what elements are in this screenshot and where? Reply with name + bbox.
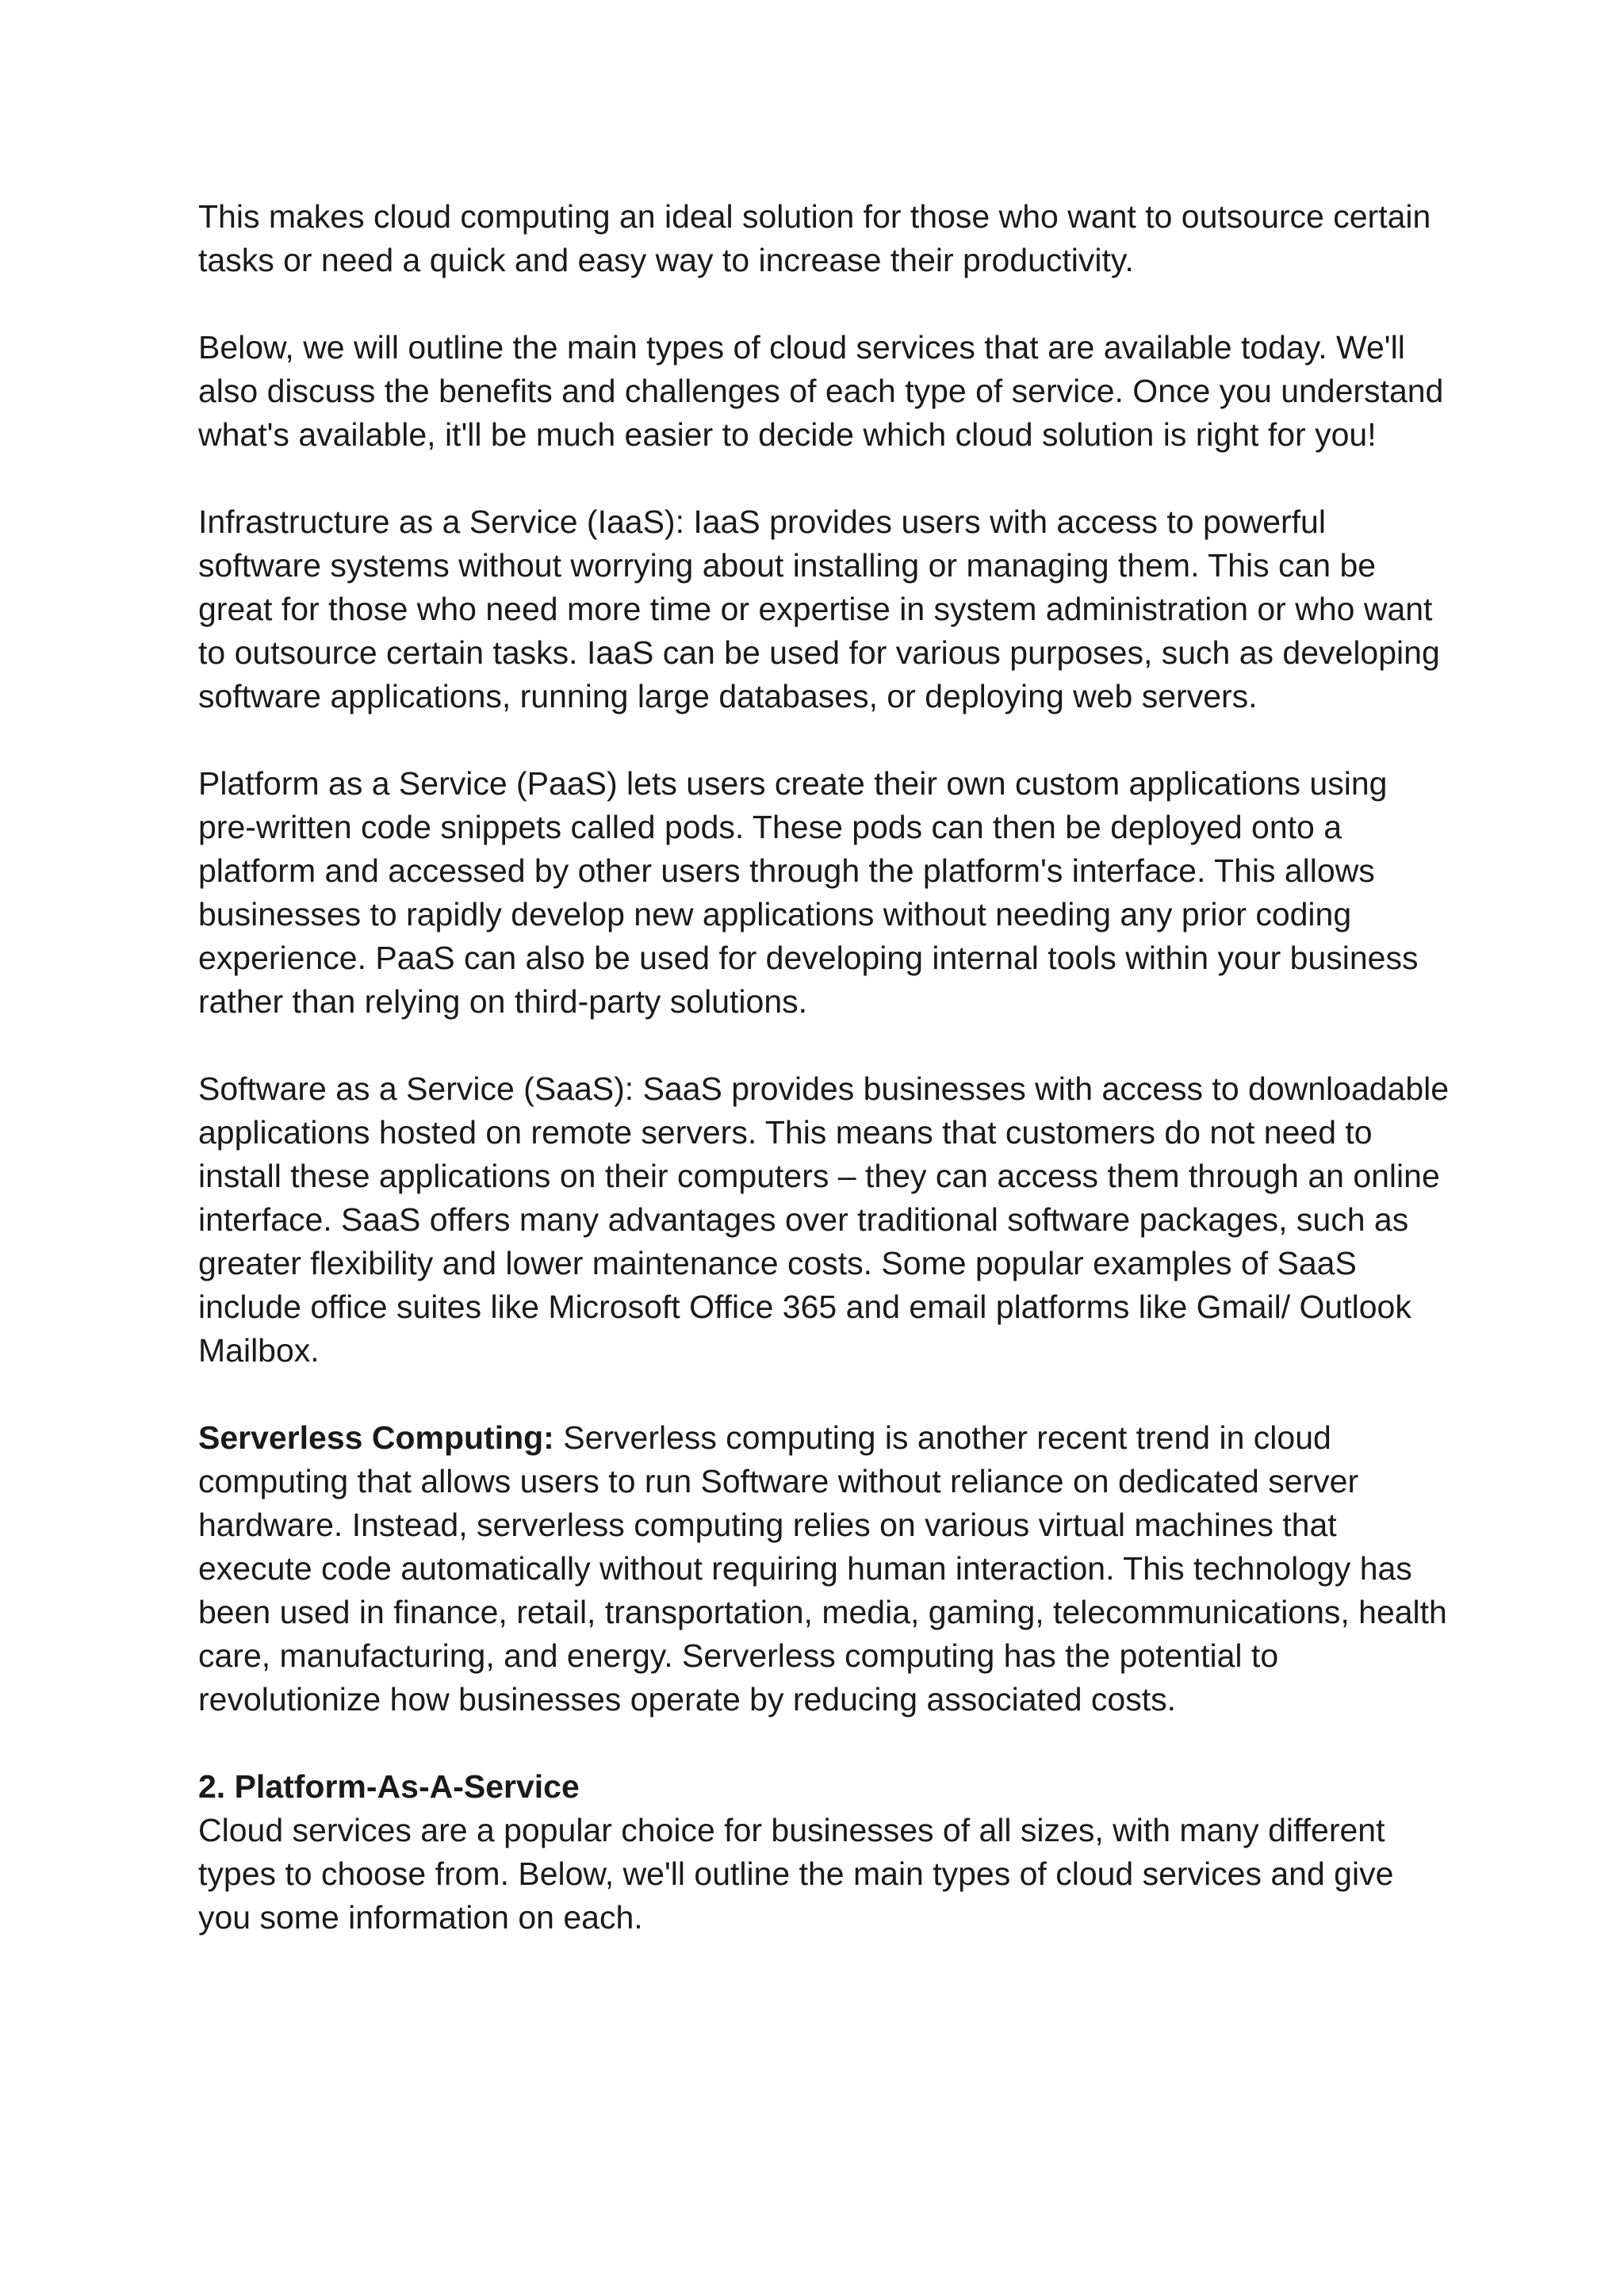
paragraph-intro: This makes cloud computing an ideal solution for those who want to outsource certain tasks or need a quick and easy way to increase their productivity.: [198, 198, 1431, 278]
paragraph-overview: Below, we will outline the main types of cloud services that are available today. We'll also discuss the benefits and challenges of each type of service. Once you understand what's available, it'll be much easier to decide which cloud solution is right for you!: [198, 329, 1444, 453]
serverless-lead: Serverless Computing:: [198, 1419, 554, 1456]
section-heading: 2. Platform-As-A-Service: [198, 1768, 580, 1805]
section-paragraph: Cloud services are a popular choice for businesses of all sizes, with many different types to choose from. Below, we'll outline the main types of cloud services and give you some information on each.: [198, 1812, 1394, 1936]
paragraph-serverless: [198, 1416, 1451, 1721]
document-body: [198, 195, 1451, 1940]
paragraph-saas: Software as a Service (SaaS): SaaS provides businesses with access to downloadable applications hosted on remote servers. This means that customers do not need to install these applications on their computers – they can access them through an online interface. SaaS offers many advantages over traditional software packages, such as greater flexibility and lower maintenance costs. Some popular examples of SaaS include office suites like Microsoft Office 365 and email platforms like Gmail/ Outlook Mailbox.: [198, 1070, 1450, 1369]
paragraph-iaas: Infrastructure as a Service (IaaS): IaaS provides users with access to powerful software systems without worrying about installing or managing them. This can be great for those who need more time or expertise in system administration or who want to outsource certain tasks. IaaS can be used for various purposes, such as developing software applications, running large databases, or deploying web servers.: [198, 504, 1440, 714]
paragraph-paas: Platform as a Service (PaaS) lets users create their own custom applications using pre-written code snippets called pods. These pods can then be deployed onto a platform and accessed by other users through the platform's interface. This allows businesses to rapidly develop new applications without needing any prior coding experience. PaaS can also be used for developing internal tools within your business rather than relying on third-party solutions.: [198, 765, 1419, 1020]
serverless-text: Serverless computing is another recent trend in cloud computing that allows users to run Software without reliance on dedicated server hardware. Instead, serverless computing relies on various virtual machines that execute code automatically without requiring human interaction. This technology has been used in finance, retail, transportation, media, gaming, telecommunications, health care, manufacturing, and energy. Serverless computing has the potential to revolutionize how businesses operate by reducing associated costs.: [198, 1419, 1447, 1718]
